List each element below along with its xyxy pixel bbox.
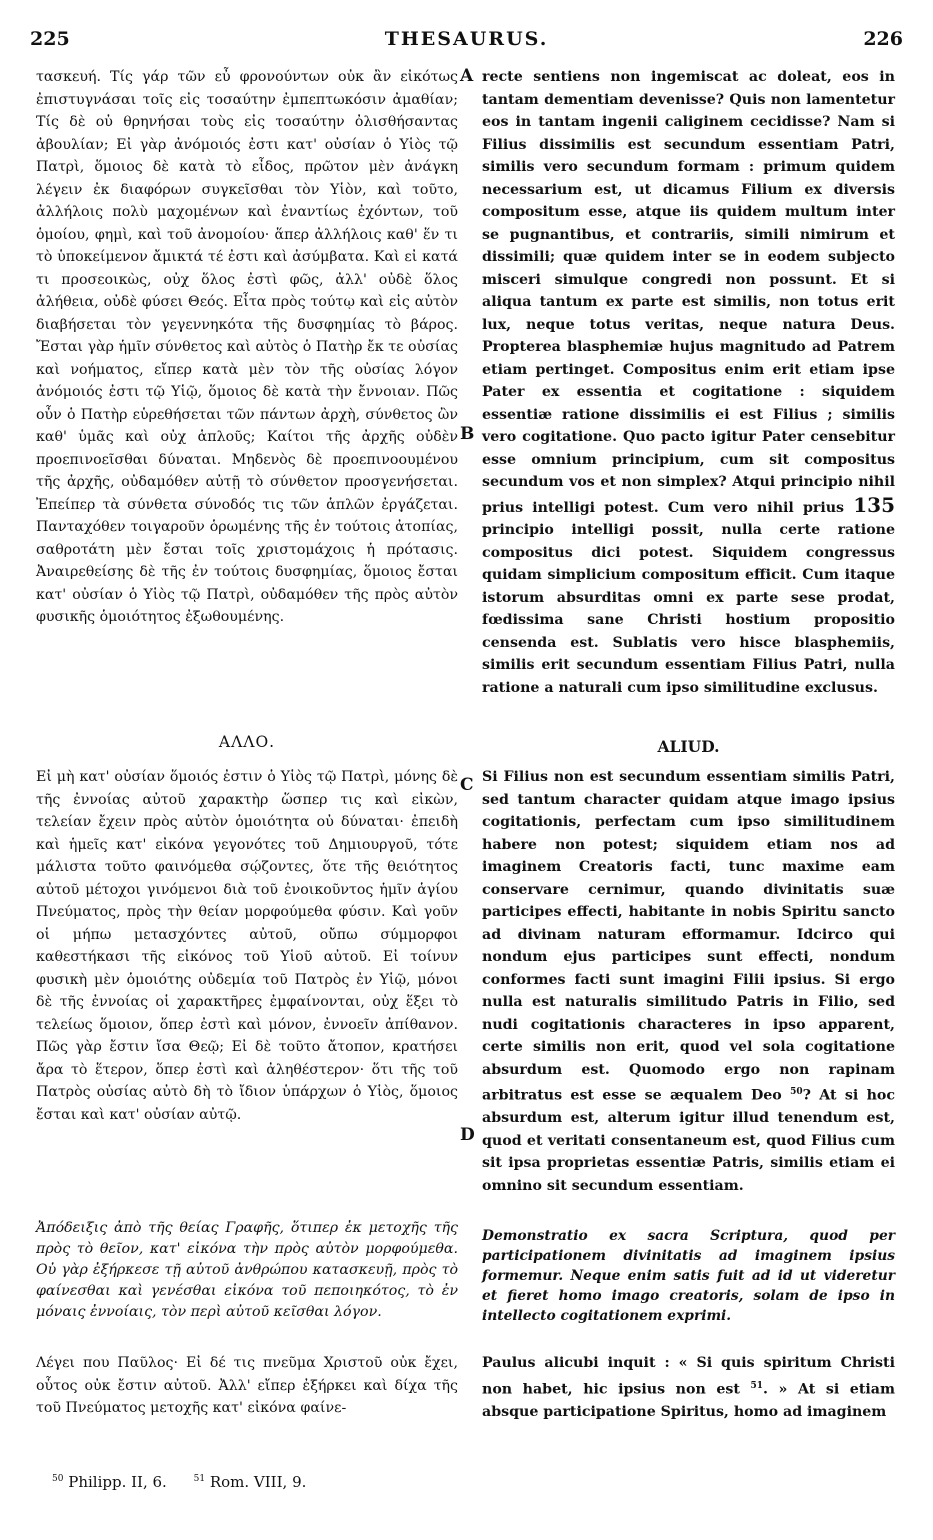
footnote-50-text: Philipp. II, 6. [68, 1473, 167, 1491]
greek-paragraph-2: Εἰ μὴ κατ' οὐσίαν ὅμοιός ἐστιν ὁ Υἱὸς τῷ Πατρὶ, μόνης δὲ τῆς ἐννοίας αὐτοῦ χαρακτὴρ ὥσπερ τις καὶ εἰκὼν, τελείαν ἔχειν πρὸς αὐτὸν ὁμοιότητα οὐ δύναται· ἐπειδὴ καὶ ἡμεῖς κατ' εἰκόνα γεγονότες τοῦ Δημιουργοῦ, τότε μάλιστα τοῦτο φαινόμεθα σῴζοντες, ὅτε τῆς θειότητος αὐτοῦ μέτοχοι γινόμενοι διὰ τοῦ ἐνοικοῦντος ἡμῖν ἁγίου Πνεύματος, πρὸς τὴν θείαν μορφούμεθα φύσιν. Καὶ γοῦν οἱ μήπω μετασχόντες αὐτοῦ, οὔπω σύμμορφοι καθεστήκασι τῆς εἰκόνος τοῦ Υἱοῦ αὐτοῦ. Εἰ τοίνυν φυσικὴ μὲν ὁμοιότης οὐδεμία τοῦ Πατρὸς ἐν Υἱῷ, μόνοι δὲ τῆς ἐννοίας οἱ χαρακτῆρες ἐμφαίνονται, οὐχ ἕξει τὸ τελείως ὅμοιον, ὅπερ ἐστὶ καὶ μόνον, ἐννοεῖν ἀπίθανον. Πῶς γὰρ ἔστιν ἴσα Θεῷ; Εἰ δὲ τοῦτο ἄτοπον, κρατήσει ἄρα τὸ ἕτερον, ὅπερ ἐστὶ καὶ ἀληθέστερον· ὅτι τῆς τοῦ Πατρὸς οὐσίας αὐτὸ δὴ τὸ ἴδιον ὑπάρχων ὁ Υἱὸς, ὅμοιος ἔσται καὶ κατ' οὐσίαν αὐτῷ. [36, 769, 458, 1123]
latin-paragraph-2 [482, 766, 895, 1197]
marker-a: A [460, 66, 474, 86]
footnote-51-number: 51 [193, 1474, 206, 1484]
latin-paragraph-3-text: Paulus alicubi inquit : « Si quis spiritum Christi non habet, hic ipsius non est [482, 1355, 895, 1398]
latin-paragraph-1 [482, 66, 895, 699]
greek-paragraph-1: τασκευή. Τίς γάρ τῶν εὖ φρονούντων οὐκ ἂν εἰκότως ἐπιστυγνάσαι τοῖς εἰς τοσαύτην ἐμπεπτωκόσιν ἀμαθίαν; Τίς δὲ οὐ θρηνήσαι τοὺς εἰς τοσαύτην ὀλισθήσαντας ἀβουλίαν; Εἰ γὰρ ἀνόμοιός ἐστι κατ' οὐσίαν ὁ Υἱὸς τῷ Πατρὶ, ὅμοιος δὲ κατὰ τὸ εἶδος, πρῶτον μὲν ἀνάγκη λέγειν ἐκ διαφόρων συγκεῖσθαι τὸν Υἱὸν, καὶ τοῦτο, ἀλλήλοις πολὺ μαχομένων καὶ ἐναντίως ἐχόντων, τοῦ ὁμοίου, φημὶ, καὶ τοῦ ἀνομοίου· ἅπερ ἀλλήλοις καθ' ἕν τι τὸ ὑποκείμενον ἄμικτά τέ ἐστι καὶ ἀσύμβατα. Καὶ εἰ κατά τι προσεοικὼς, οὐχ ὅλος ἐστὶ φῶς, ἀλλ' οὐδὲ ὅλος ἀλήθεια, οὐδὲ φύσει Θεός. Εἶτα πρὸς τούτῳ καὶ εἰς αὐτὸν διαβήσεται τὸν γεγεννηκότα τῆς δυσφημίας τὸ βάρος. Ἔσται γὰρ ἡμῖν σύνθετος καὶ αὐτὸς ὁ Πατὴρ ἔκ τε οὐσίας καὶ νοήματος, εἴπερ κατὰ μὲν τὸν τῆς οὐσίας λόγον ἀνόμοιός ἐστι τῷ Υἱῷ, ὅμοιος δὲ κατὰ τὴν ἔννοιαν. Πῶς οὖν ὁ Πατὴρ εὑρεθήσεται τῶν πάντων ἀρχὴ, σύνθετος ὢν καθ' ὑμᾶς καὶ οὐχ ἁπλοῦς; Καίτοι τῆς ἀρχῆς οὐδὲν προεπινοεῖσθαι δύναται. Μηδενὸς δὲ προεπινοουμένου τῆς ἀρχῆς, οὐδαμόθεν αὐτῇ τὸ σύνθετον προσγενήσεται. Ἐπείπερ τὰ σύνθετα σύνοδός τις τῶν ἁπλῶν ἐργάζεται. Πανταχόθεν τοιγαροῦν ὁρωμένης τῆς ἐν τούτοις ἀτοπίας, σαθροτάτη μὲν ἔσται τοῖς χριστομάχοις ἡ πρότασις. Ἀναιρεθείσης δὲ τῆς ἐν τούτοις δυσφημίας, ὅμοιος ἔσται κατ' οὐσίαν ὁ Υἱὸς τῷ Πατρὶ, οὐδαμόθεν τῆς πρὸς αὐτὸν φυσικῆς ὁμοιότητος ἐξωθουμένης. [36, 69, 458, 625]
page-header [30, 28, 903, 54]
latin-paragraph-1-text: recte sentiens non ingemiscat ac doleat, eos in tantam dementiam devenisse? Quis non lamentetur eos in tantam ingenii caliginem cecidisse? Nam si Filius dissimilis est secundum essentiam Patri, similis vero secundum formam : primum quidem necessarium est, ut dicamus Filium ex diversis compositum esse, atque iis quidem multum inter se pugnantibus, et contrariis, simili nimirum et dissimili; quæ quidem inter se in eodem subjecto misceri simulque congredi non possunt. Et si aliqua tantum ex parte est similis, non totus erit lux, neque totus veritas, neque natura Deus. Propterea blasphemiæ hujus magnitudo ad Patrem etiam pertinget. Compositus enim erit etiam ipse Pater ex essentia et cogitatione : siquidem essentiæ ratione dissimilis ei est Filius ; similis vero cogitatione. Quo pacto igitur Pater censebitur esse omnium principium, cum sit compositus secundum vos et non simplex? Atqui principio nihil prius intelligi potest. Cum vero nihil prius [482, 69, 895, 516]
latin-paragraph-2-continued: ? At si hoc absurdum est, alterum igitur illud tenendum est, quod et veritati consentaneum est, quod Filius cum sit ipsa proprietas essentiæ Patris, similis etiam ei omnino sit secundum essentiam. [482, 1087, 895, 1194]
footnotes [52, 1473, 306, 1491]
latin-paragraph-3 [482, 1352, 895, 1423]
greek-paragraph-3: Λέγει που Παῦλος· Εἰ δέ τις πνεῦμα Χριστοῦ οὐκ ἔχει, οὗτος οὐκ ἔστιν αὐτοῦ. Ἀλλ' εἴπερ ἐξήρκει καὶ δίχα τῆς τοῦ Πνεύματος μετοχῆς κατ' εἰκόνα φαίνε- [36, 1355, 458, 1416]
footnote-ref-51: 51 [750, 1380, 764, 1391]
footnote-50-number: 50 [52, 1474, 64, 1484]
left-page-number: 225 [30, 28, 70, 50]
footnote-51-text: Rom. VIII, 9. [209, 1473, 307, 1491]
latin-section-title: ALIUD. [657, 737, 720, 756]
latin-italic-heading: Demonstratio ex sacra Scriptura, quod per participationem divinitatis ad imaginem ipsius formemur. Neque enim satis fuit ad id ut videretur et fieret homo imago creatoris, solam de ipso in intellecto cogitationem exprimi. [482, 1228, 895, 1324]
latin-paragraph-3-continued: . » At si etiam absque participatione Spiritus, homo ad imaginem [482, 1381, 895, 1420]
right-page-number: 226 [863, 28, 903, 50]
greek-italic-heading: Ἀπόδειξις ἀπὸ τῆς θείας Γραφῆς, ὅτιπερ ἐκ μετοχῆς τῆς πρὸς τὸ θεῖον, κατ' εἰκόνα τὴν πρὸς αὐτὸν μορφούμεθα. Οὐ γὰρ ἐξήρκεσε τῇ αὐτοῦ ἀνθρώπου κατασκευῇ, πρὸς τὸ φαίνεσθαι καὶ γενέσθαι εἰκόνα τοῦ πεποιηκότος, τὸ ἐν μόναις ἐννοίαις, τὸν περὶ αὐτοῦ κεῖσθαι λόγον. [36, 1220, 458, 1320]
marker-b: B [460, 424, 475, 444]
greek-section-title: ΑΛΛΟ. [218, 733, 276, 751]
marker-d: D [460, 1125, 475, 1145]
marker-c: C [460, 775, 474, 795]
latin-paragraph-2-text: Si Filius non est secundum essentiam similis Patri, sed tantum character quidam atque imago ipsius cogitationis, perfectam cum ipso similitudinem habere non potest; siquidem etiam nos ad imaginem Creatoris facti, tunc maxime eam conservare cernimur, quando divinitatis suæ participes effecti, habitante in nobis Spiritu sancto ad divinam naturam efformamur. Idcirco qui nondum ejus participes sunt effecti, nondum conformes facti sunt imagini Filii ipsius. Si ergo nulla est naturalis similitudo Patris in Filio, sed nudi cogitationis characteres in ipso apparent, certe similis non erit, quod vel sola cogitatione absurdum est. Quomodo ergo non rapinam arbitratus est esse se æqualem Deo [482, 769, 895, 1104]
latin-paragraph-1-continued: principio intelligi possit, nulla certe ratione compositus dici potest. Siquidem congressus quidam simplicium compositum efficit. Cum itaque istorum absurditas omni ex parte sese prodat, fœdissima sane Christi hostium propositio censenda est. Sublatis vero hisce blasphemiis, similis erit secundum essentiam Filius Patri, nulla ratione a naturali cum ipso similitudine exclusus. [482, 522, 895, 696]
running-title: THESAURUS. [384, 28, 549, 50]
column-number: 135 [853, 492, 895, 517]
footnote-ref-50: 50 [790, 1087, 803, 1097]
